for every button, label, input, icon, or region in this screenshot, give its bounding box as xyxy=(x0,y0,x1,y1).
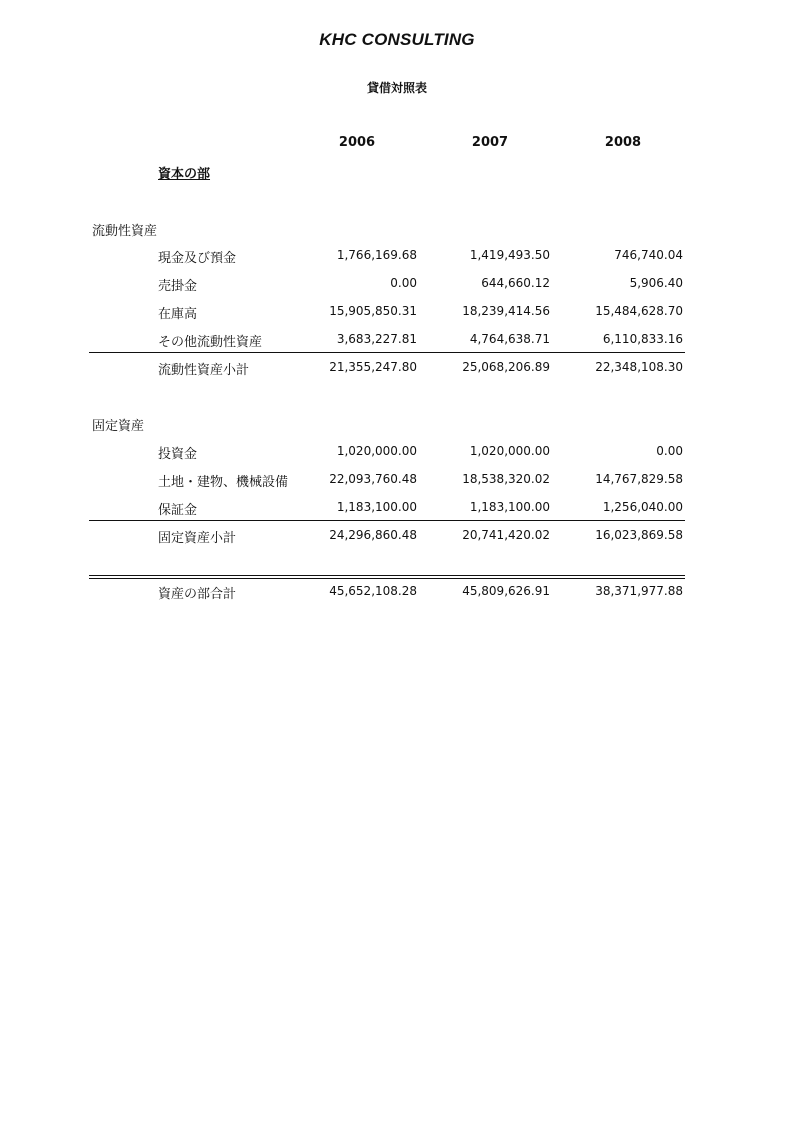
row-label-total-assets: 資産の部合計 xyxy=(158,587,237,602)
cell-deposits-2008: 1,256,040.00 xyxy=(602,500,683,514)
cell-receivables-2008: 5,906.40 xyxy=(629,276,683,290)
cell-total-2008: 38,371,977.88 xyxy=(595,584,683,598)
cell-land-buildings-2007: 18,538,320.02 xyxy=(462,472,550,486)
cell-current-subtotal-2006: 21,355,247.80 xyxy=(329,360,417,374)
year-header-2008: 2008 xyxy=(604,135,642,150)
row-label-investments: 投資金 xyxy=(158,447,198,462)
cell-total-2007: 45,809,626.91 xyxy=(462,584,550,598)
cell-land-buildings-2008: 14,767,829.58 xyxy=(595,472,683,486)
cell-cash-2006: 1,766,169.68 xyxy=(336,248,417,262)
cell-total-2006: 45,652,108.28 xyxy=(329,584,417,598)
cell-receivables-2006: 0.00 xyxy=(390,276,417,290)
fixed-assets-subtotal-rule xyxy=(89,520,685,521)
year-header-2006: 2006 xyxy=(338,135,376,150)
cell-inventory-2006: 15,905,850.31 xyxy=(329,304,417,318)
cell-other-current-2008: 6,110,833.16 xyxy=(602,332,683,346)
cell-cash-2008: 746,740.04 xyxy=(614,248,683,262)
cell-investments-2007: 1,020,000.00 xyxy=(469,444,550,458)
row-label-fixed-subtotal: 固定資産小計 xyxy=(158,531,237,546)
fixed-assets-heading: 固定資産 xyxy=(92,419,145,434)
cell-fixed-subtotal-2007: 20,741,420.02 xyxy=(462,528,550,542)
cell-deposits-2007: 1,183,100.00 xyxy=(469,500,550,514)
cell-other-current-2006: 3,683,227.81 xyxy=(336,332,417,346)
current-assets-subtotal-rule xyxy=(89,352,685,353)
cell-receivables-2007: 644,660.12 xyxy=(481,276,550,290)
report-title: 貸借対照表 xyxy=(366,81,427,95)
total-double-rule xyxy=(89,575,685,579)
cell-land-buildings-2006: 22,093,760.48 xyxy=(329,472,417,486)
cell-current-subtotal-2008: 22,348,108.30 xyxy=(595,360,683,374)
row-label-cash: 現金及び預金 xyxy=(158,251,237,266)
cell-other-current-2007: 4,764,638.71 xyxy=(469,332,550,346)
current-assets-heading: 流動性資産 xyxy=(92,224,158,239)
row-label-other-current: その他流動性資産 xyxy=(158,335,263,350)
cell-fixed-subtotal-2008: 16,023,869.58 xyxy=(595,528,683,542)
cell-fixed-subtotal-2006: 24,296,860.48 xyxy=(329,528,417,542)
year-header-2007: 2007 xyxy=(471,135,509,150)
row-label-land-buildings: 土地・建物、機械設備 xyxy=(158,475,289,490)
cell-inventory-2008: 15,484,628.70 xyxy=(595,304,683,318)
cell-deposits-2006: 1,183,100.00 xyxy=(336,500,417,514)
cell-investments-2006: 1,020,000.00 xyxy=(336,444,417,458)
cell-inventory-2007: 18,239,414.56 xyxy=(462,304,550,318)
section-equity-heading: 資本の部 xyxy=(158,167,211,182)
cell-cash-2007: 1,419,493.50 xyxy=(469,248,550,262)
cell-current-subtotal-2007: 25,068,206.89 xyxy=(462,360,550,374)
row-label-receivables: 売掛金 xyxy=(158,279,198,294)
row-label-deposits: 保証金 xyxy=(158,503,198,518)
cell-investments-2008: 0.00 xyxy=(656,444,683,458)
company-name: KHC CONSULTING xyxy=(319,30,475,49)
row-label-current-subtotal: 流動性資産小計 xyxy=(158,363,250,378)
row-label-inventory: 在庫高 xyxy=(158,307,198,322)
